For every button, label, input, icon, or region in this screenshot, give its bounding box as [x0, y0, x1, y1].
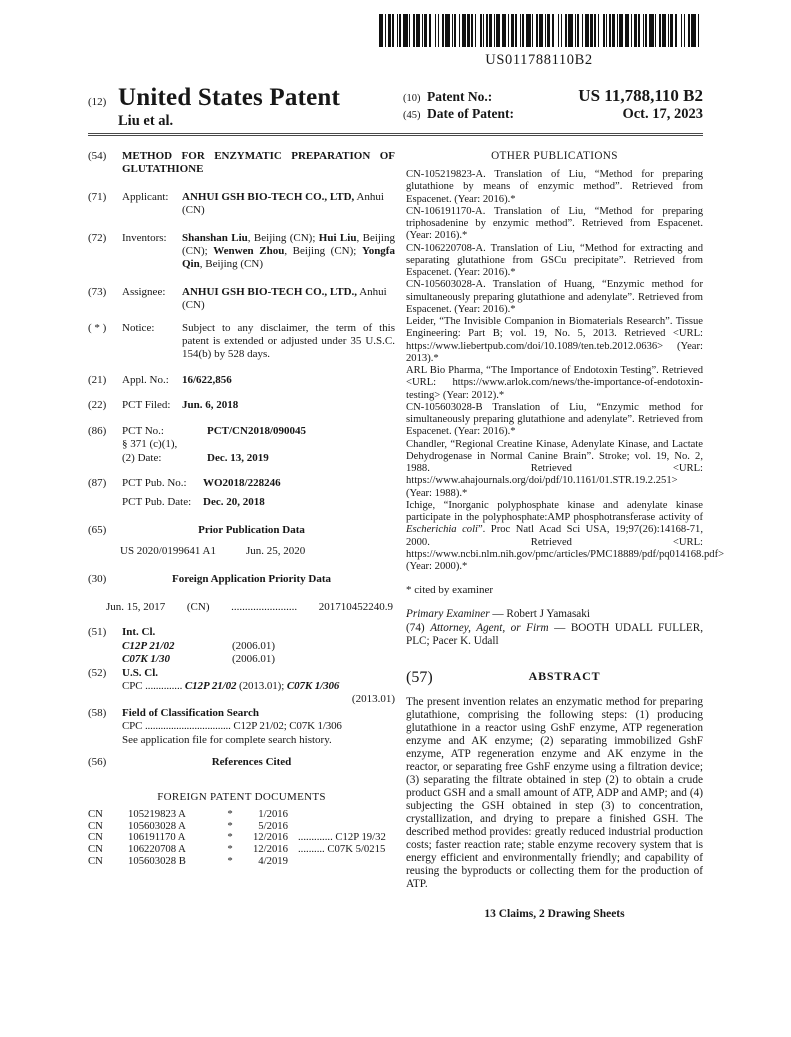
examiner-star: *	[227, 807, 233, 820]
references-heading: References Cited	[211, 756, 292, 768]
pct-pub-no-value: WO2018/228246	[203, 476, 281, 489]
inventor-name: Shanshan Liu	[182, 231, 248, 244]
barcode-icon	[377, 14, 701, 47]
doc-class: ............. C12P 19/32	[298, 831, 386, 844]
doc-number: 106191170 A	[128, 831, 186, 844]
field-code: (65)	[88, 523, 107, 536]
inventor-location: , Beijing (CN)	[199, 258, 263, 271]
inventors-list	[182, 232, 395, 272]
pct-filed-label: PCT Filed:	[122, 399, 171, 412]
class-version: (2006.01)	[232, 653, 276, 666]
field-code: (58)	[88, 706, 107, 719]
notice-text: Subject to any disclaimer, the term of this patent is extended or adjusted under 35 U.S.C. 154(b) by 528 days.	[182, 321, 395, 361]
inventor-name: Hui Liu	[318, 231, 357, 244]
publication-item: ARL Bio Pharma, “The Importance of Endotoxin Testing”. Retrieved <URL: https://www.arlok.com/news/the-importance-of-endotoxin-testing> (Year: 2012).*	[406, 365, 703, 401]
assignee-location: Anhui (CN)	[182, 285, 387, 312]
field-code: (86)	[88, 424, 107, 437]
inventor-name: Yongfa Qin	[182, 245, 395, 271]
field-code: (21)	[88, 373, 107, 386]
class-symbol: C07K 1/30	[122, 653, 170, 666]
inventor-location: , Beijing (CN);	[284, 245, 362, 258]
publication-item	[406, 499, 725, 574]
separator-dash: —	[489, 608, 507, 621]
publication-item: CN-105603028-A. Translation of Huang, “Enzymic method for simultaneously preparing glutathione and adenylate”. Retrieved from Espacenet. (Year: 2016).*	[406, 279, 703, 315]
priority-number: 201710452240.9	[318, 600, 393, 613]
appl-no-label: Appl. No.:	[122, 373, 169, 386]
cpc-label: CPC	[122, 679, 143, 692]
publication-text: Ichige, “Inorganic polyphosphate kinase and adenylate kinase participate in the polyphosphate:AMP phosphotransferase activity of	[406, 499, 703, 523]
field-code: (51)	[88, 626, 107, 639]
abstract-heading: ABSTRACT	[528, 669, 601, 684]
doc-number: 105219823 A	[128, 807, 186, 820]
class-version: (2013.01);	[236, 679, 287, 692]
date-label: Date of Patent:	[427, 106, 514, 121]
inventor-name: Wenwen Zhou	[213, 245, 285, 258]
pct-pub-no-label: PCT Pub. No.:	[122, 476, 187, 489]
patent-no-label: Patent No.:	[427, 89, 493, 104]
barcode-number: US011788110B2	[485, 52, 593, 68]
applicant-name: ANHUI GSH BIO-TECH CO., LTD,	[182, 190, 355, 203]
pct-pub-date-label: PCT Pub. Date:	[122, 496, 192, 509]
publication-item: CN-105603028-B Translation of Liu, “Enzymic method for simultaneously preparing glutathione and adenylate”. Retrieved from Espacenet. (Year: 2016).*	[406, 401, 703, 438]
field-code: (72)	[88, 231, 107, 244]
field-code: ( * )	[88, 321, 107, 334]
body-columns	[88, 150, 725, 921]
publication-item: CN-105219823-A. Translation of Liu, “Method for preparing glutathione by means of enzymic method”. Retrieved from Espacenet. (Year: 2016).*	[406, 169, 703, 205]
other-publications-heading: OTHER PUBLICATIONS	[491, 150, 618, 162]
priority-date: Jun. 15, 2017	[106, 600, 166, 613]
prior-pub-date: Jun. 25, 2020	[245, 545, 306, 558]
publication-text: ”. Proc Natl Acad Sci USA, 19;97(26):14168-71, 2000. Retrieved <URL: https://www.ncbi.nlm.nih.gov/pmc/articles/PMC18889/pdf/pq014168.pdf> (Year: 2000).*	[406, 524, 725, 572]
applicant-location: Anhui (CN)	[182, 190, 384, 217]
examiner-star: *	[227, 843, 233, 856]
doc-date: 12/2016	[252, 843, 288, 856]
header-left	[88, 82, 340, 130]
pct-no-label: PCT No.:	[122, 424, 164, 437]
prior-pub-line	[120, 545, 395, 558]
field-30-foreign-priority	[88, 573, 395, 586]
doc-class	[288, 856, 395, 868]
field-code: (30)	[88, 572, 107, 585]
attorney-name: BOOTH UDALL FULLER, PLC; Pacer K. Udall	[406, 621, 704, 648]
cpc-line-tail: (2013.01)	[351, 693, 395, 706]
foreign-doc-row	[88, 809, 395, 821]
priority-country: (CN)	[186, 600, 210, 613]
field-22-pct-filed	[88, 399, 395, 412]
field-notice	[88, 322, 395, 362]
inventor-byline: Liu et al.	[118, 113, 174, 129]
class-symbol: C07K 1/306	[286, 679, 340, 692]
inventor-location: , Beijing (CN);	[182, 231, 395, 258]
country-code: CN	[88, 843, 103, 856]
attorney-label: Attorney, Agent, or Firm	[430, 621, 549, 634]
foreign-priority-heading: Foreign Application Priority Data	[172, 572, 331, 585]
doc-date: 12/2016	[252, 831, 288, 844]
separator-dash: —	[548, 621, 571, 634]
examiner-label: Primary Examiner	[406, 608, 490, 621]
date-of-patent-row	[403, 106, 703, 123]
examiner-name: Robert J Yamasaki	[506, 608, 590, 621]
applicant-label: Applicant:	[122, 190, 169, 203]
examiner-star: *	[227, 855, 233, 867]
field-code: (87)	[88, 476, 107, 489]
doc-date: 4/2019	[258, 855, 288, 867]
doc-number: 105603028 B	[128, 855, 186, 867]
inventor-location: , Beijing (CN);	[247, 231, 319, 244]
assignee-label: Assignee:	[122, 285, 166, 298]
class-symbol: C12P 21/02	[122, 639, 175, 652]
int-cl-heading: Int. Cl.	[122, 626, 156, 639]
field-code: (56)	[88, 756, 107, 768]
field-code: (57)	[406, 669, 433, 687]
field-72-inventors	[88, 232, 395, 272]
field-52-us-cl	[88, 667, 395, 680]
barcode-block	[377, 14, 701, 69]
patent-no-value: US 11,788,110 B2	[578, 86, 703, 105]
field-87-pub-no	[88, 477, 395, 490]
examiner-line	[406, 608, 703, 621]
header	[88, 82, 703, 130]
publication-item: Leider, “The Invisible Companion in Biomaterials Research”. Tissue Engineering: Part B; vol. 19, No. 5, 2013. Retrieved <URL: https://www.liebertpub.com/doi/10.1089/ten.teb.2012.0636> (Year: 2013).*	[406, 316, 703, 364]
section-371-line: § 371 (c)(1),	[122, 438, 178, 451]
patent-kind-code: (12)	[88, 96, 107, 108]
examiner-star: *	[227, 831, 233, 844]
class-symbol: C12P 21/02	[184, 679, 237, 692]
field-58-search	[88, 707, 395, 720]
notice-label: Notice:	[122, 321, 155, 334]
date-value: Oct. 17, 2023	[622, 106, 703, 122]
country-code: CN	[88, 807, 103, 820]
prior-pub-heading: Prior Publication Data	[198, 523, 305, 536]
abstract-text: The present invention relates an enzymatic method for preparing glutathione, comprising the following steps: (1) producing glutathione in a reactor using GshF enzyme, ATP regeneration enzyme and AK enzyme; (2) separating immobilized GshF enzyme, ATP regeneration enzyme and AK enzyme in the reactor, or separating free GshF enzyme using a filtration device; (3) separating the filtrate obtained in step (2) to obtain a crude product GSH and a small amount of ATP, ADP and AMP; and (4) subjecting the GSH obtained in step (3) to concentration, crystallization, and drying to prepare a finished GSH. The described method provides: greatly reduced industrial production costs; faster reaction rate; stable enzyme recovery system that is energy efficient and environmentally friendly; and capability of reusing the byproducts or collecting them for the production of ATP.	[406, 696, 703, 891]
cited-by-examiner-note: * cited by examiner	[406, 584, 494, 597]
publication-item: Chandler, “Regional Creatine Kinase, Adenylate Kinase, and Lactate Dehydrogenase in Normal Canine Brain”. Stroke; vol. 19, No. 2, 1988. Retrieved <URL: https://www.ahajournals.org/doi/pdf/10.1161/01.STR.19.2.251> (Year: 1988).*	[406, 438, 703, 499]
date-code: (45)	[403, 110, 421, 121]
pct-filed-value: Jun. 6, 2018	[182, 399, 239, 412]
leader-dots: ........................	[231, 600, 298, 613]
country-code: CN	[88, 855, 103, 867]
pct-no-value: PCT/CN2018/090045	[207, 424, 306, 437]
field-86-pct-no	[88, 425, 395, 438]
field-code: (22)	[88, 399, 107, 412]
class-version: (2006.01)	[232, 639, 276, 652]
field-56-references	[88, 756, 395, 769]
cpc-line	[122, 680, 395, 693]
field-code: (52)	[88, 666, 107, 679]
publication-item: CN-106220708-A. Translation of Liu, “Method for extracting and separating glutathione from GSCu precipitate”. Retrieved from Espacenet. (Year: 2016).*	[406, 242, 703, 278]
invention-title: METHOD FOR ENZYMATIC PREPARATION OF GLUTATHIONE	[122, 150, 395, 176]
inventors-label: Inventors:	[122, 231, 167, 244]
foreign-docs-heading: FOREIGN PATENT DOCUMENTS	[157, 791, 326, 804]
abstract-heading-row	[406, 669, 703, 687]
doc-number: 105603028 A	[128, 819, 186, 832]
field-code: (73)	[88, 285, 107, 298]
examiner-star: *	[227, 819, 233, 832]
assignee-name: ANHUI GSH BIO-TECH CO., LTD.,	[182, 285, 358, 298]
attorney-line	[406, 622, 703, 649]
claims-summary: 13 Claims, 2 Drawing Sheets	[484, 908, 625, 921]
pct-pub-date-value: Dec. 20, 2018	[203, 496, 265, 509]
species-name: Escherichia coli	[406, 524, 478, 536]
foreign-priority-line	[88, 601, 395, 614]
search-note: See application file for complete search history.	[122, 733, 332, 746]
date-371-label: (2) Date:	[122, 451, 162, 464]
field-87-pub-date	[88, 496, 395, 509]
left-column	[88, 150, 395, 920]
us-cl-heading: U.S. Cl.	[122, 666, 159, 679]
doc-class	[288, 809, 395, 821]
field-code: (54)	[88, 150, 107, 162]
search-heading: Field of Classification Search	[122, 706, 259, 719]
page-title: United States Patent	[118, 84, 341, 111]
patent-no-row	[403, 86, 703, 106]
field-65-prior-pub	[88, 524, 395, 537]
country-code: CN	[88, 819, 103, 832]
doc-class: .......... C07K 5/0215	[298, 843, 386, 856]
header-right	[403, 82, 703, 130]
field-54-title	[88, 150, 395, 177]
field-73-assignee	[88, 286, 395, 313]
appl-no-value: 16/622,856	[182, 373, 232, 386]
doc-number: 106220708 A	[128, 843, 186, 856]
field-51-int-cl	[88, 626, 395, 639]
search-cpc-line: CPC ................................. C12P 21/02; C07K 1/306	[122, 720, 342, 733]
int-cl-row	[122, 640, 395, 653]
field-21-appl-no	[88, 374, 395, 387]
field-371	[88, 438, 395, 465]
country-code: CN	[88, 831, 103, 844]
prior-pub-number: US 2020/0199641 A1	[120, 545, 216, 558]
field-code: (74)	[406, 621, 431, 634]
leader-dots: ..............	[145, 679, 183, 692]
patent-no-code: (10)	[403, 93, 421, 104]
date-371-value: Dec. 13, 2019	[207, 451, 269, 464]
doc-date: 5/2016	[258, 819, 288, 832]
foreign-doc-row	[88, 856, 395, 868]
field-71-applicant	[88, 191, 395, 218]
publication-item: CN-106191170-A. Translation of Liu, “Method for preparing triphosadenine by enzymic method”. Retrieved from Espacenet. (Year: 2016).*	[406, 205, 703, 242]
header-rule	[88, 133, 703, 136]
field-code: (71)	[88, 190, 107, 203]
doc-date: 1/2016	[258, 807, 288, 820]
right-column	[406, 150, 725, 921]
int-cl-row	[122, 653, 395, 666]
